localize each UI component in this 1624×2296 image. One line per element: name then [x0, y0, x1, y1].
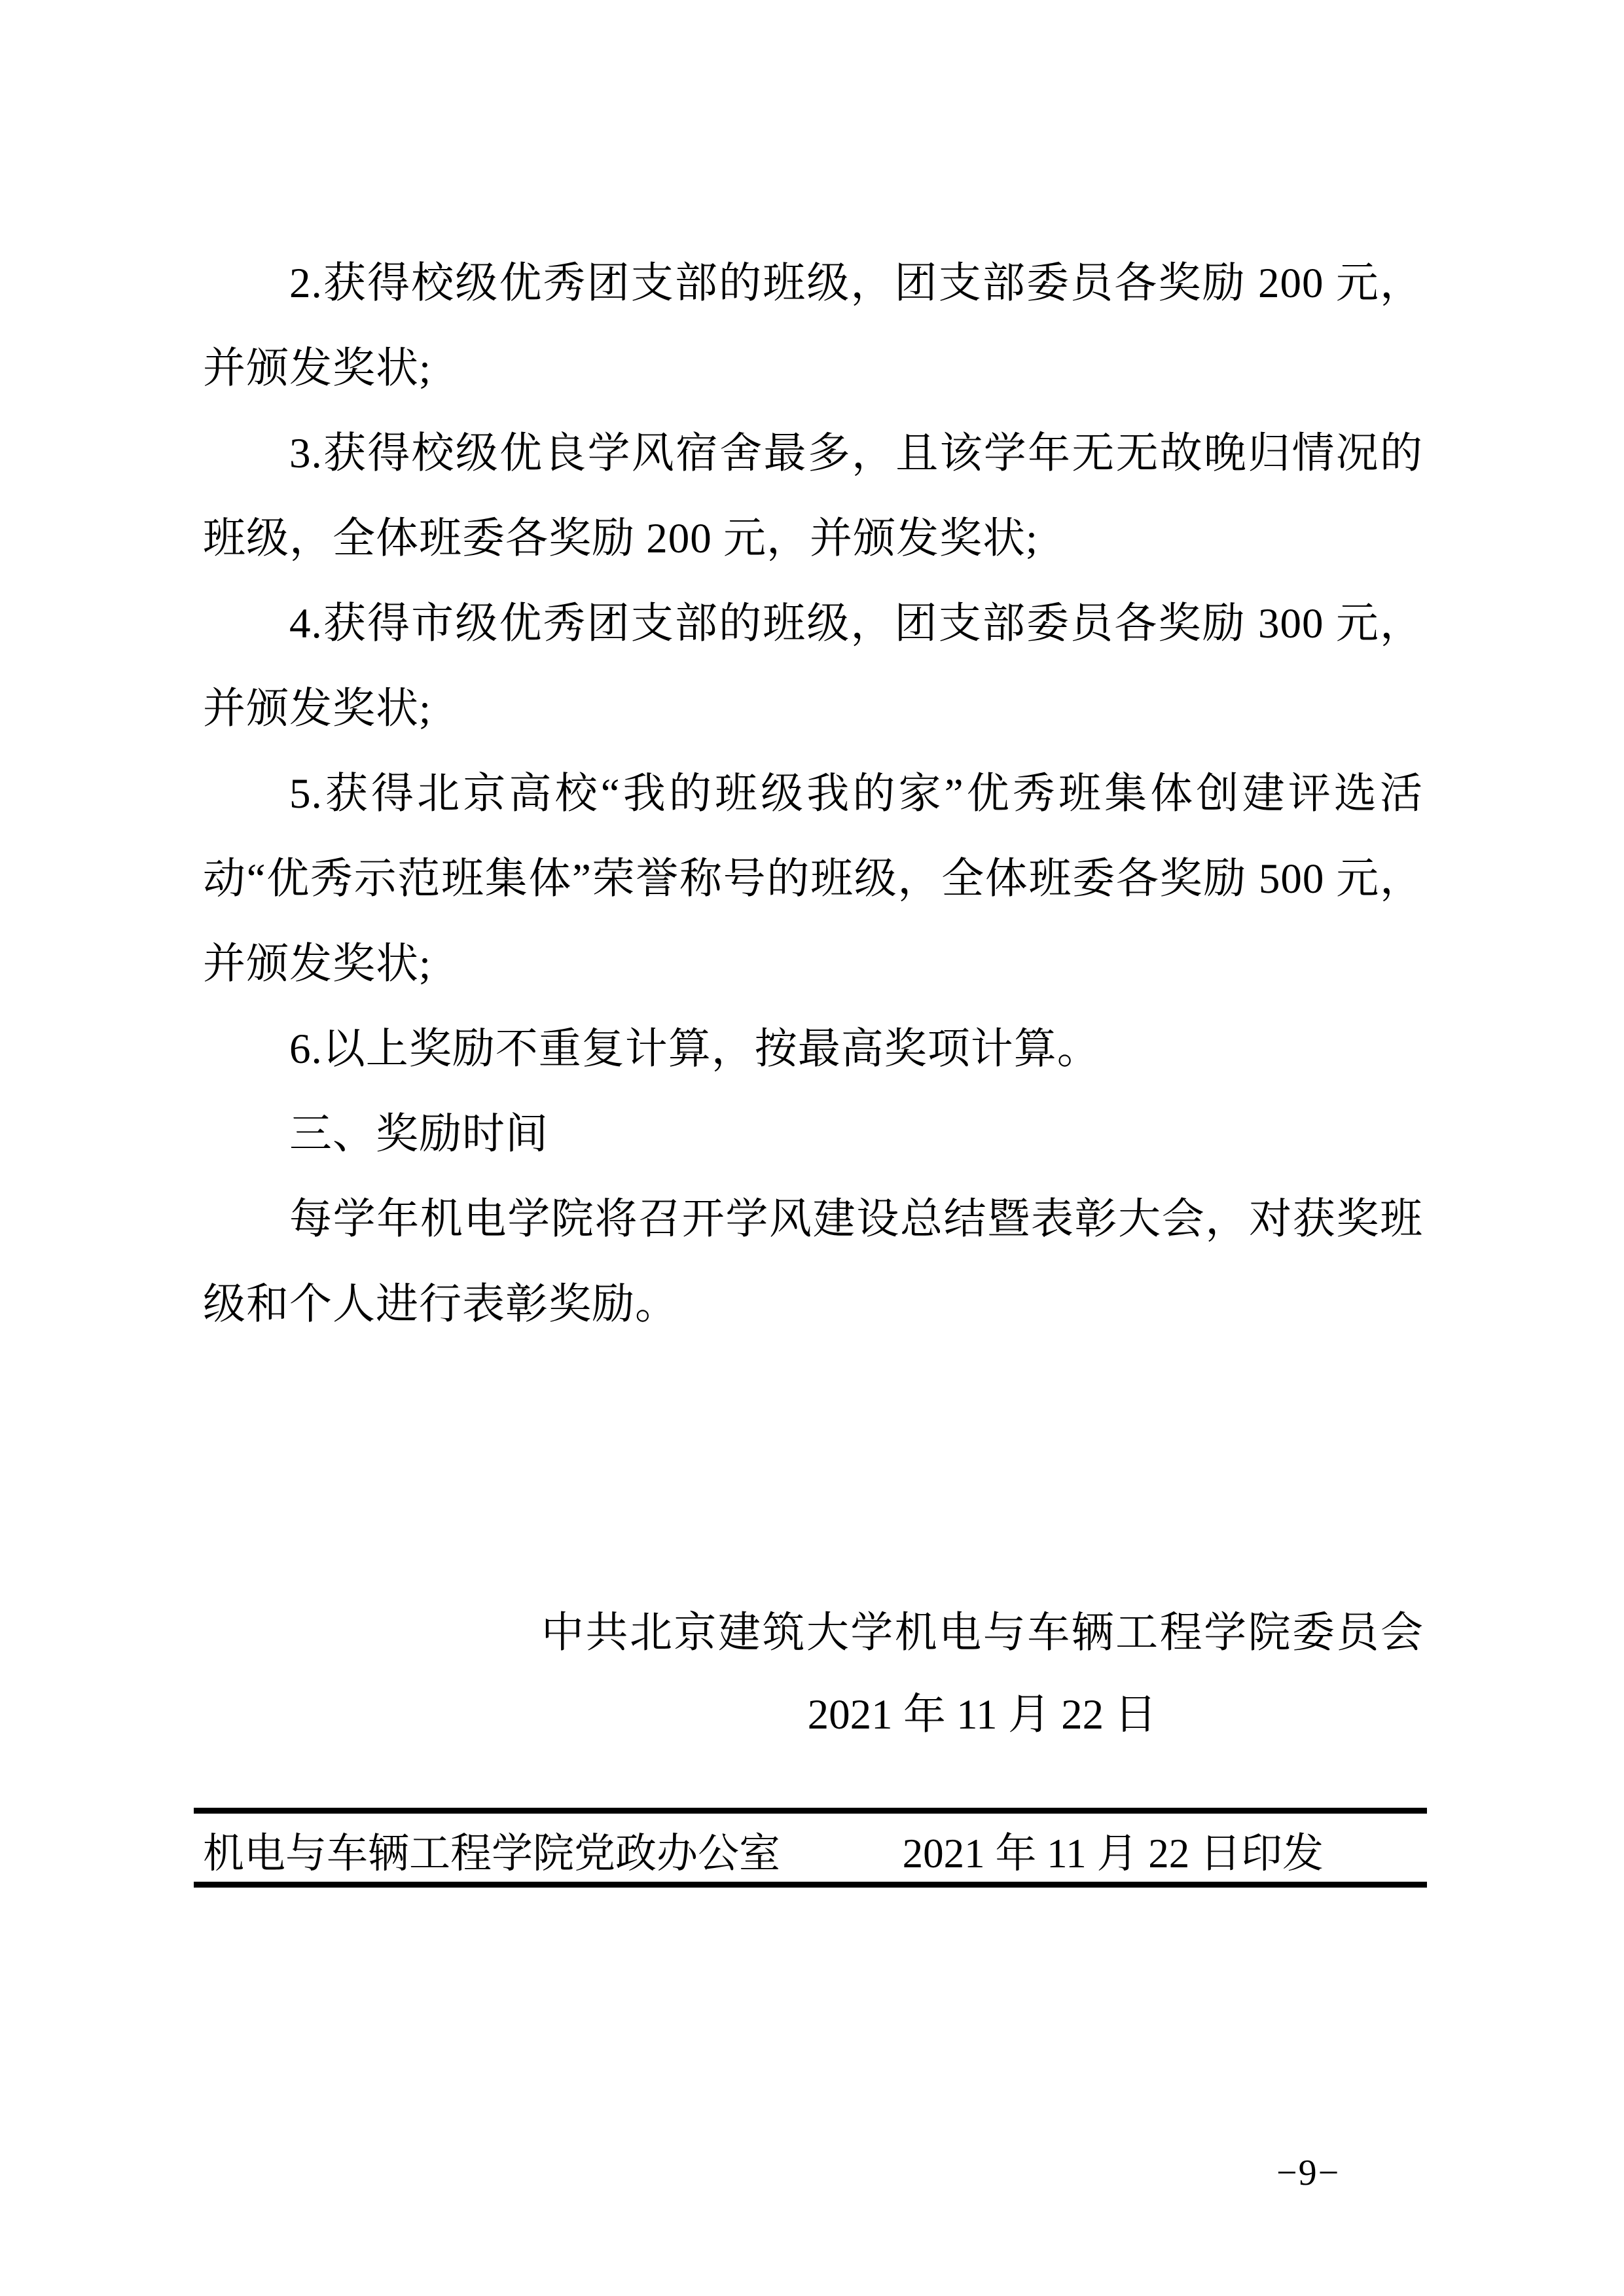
- body-line: 5.获得北京高校“我的班级我的家”优秀班集体创建评选活: [289, 770, 1423, 817]
- body-line: 并颁发奖状;: [203, 685, 432, 732]
- body-line: 4.获得市级优秀团支部的班级，团支部委员各奖励 300 元，: [289, 600, 1423, 647]
- body-line: 2.获得校级优秀团支部的班级，团支部委员各奖励 200 元，: [289, 260, 1423, 307]
- body-line: 并颁发奖状;: [203, 941, 432, 988]
- body-line: 并颁发奖状;: [203, 345, 432, 392]
- footer-rule-bottom: [194, 1882, 1427, 1888]
- signature-committee: 中共北京建筑大学机电与车辆工程学院委员会: [541, 1609, 1423, 1657]
- footer-office: 机电与车辆工程学院党政办公室: [203, 1831, 780, 1876]
- page-number: −9−: [1276, 2153, 1341, 2193]
- body-line: 3.获得校级优良学风宿舍最多，且该学年无无故晚归情况的: [289, 430, 1423, 477]
- body-line: 三、奖励时间: [289, 1111, 549, 1158]
- signature-date: 2021 年 11 月 22 日: [807, 1691, 1157, 1738]
- body-line: 级和个人进行表彰奖励。: [203, 1281, 679, 1328]
- footer-row: [203, 1830, 1423, 1877]
- body-line: 每学年机电学院将召开学风建设总结暨表彰大会，对获奖班: [289, 1196, 1423, 1243]
- footer-issue-date: 2021 年 11 月 22 日印发: [902, 1831, 1324, 1876]
- footer-rule-top: [194, 1808, 1427, 1814]
- body-text: [203, 241, 1423, 1347]
- body-line: 6.以上奖励不重复计算，按最高奖项计算。: [289, 1026, 1100, 1073]
- body-line: 动“优秀示范班集体”荣誉称号的班级，全体班委各奖励 500 元，: [203, 855, 1423, 903]
- body-line: 班级，全体班委各奖励 200 元，并颁发奖状;: [203, 515, 1039, 562]
